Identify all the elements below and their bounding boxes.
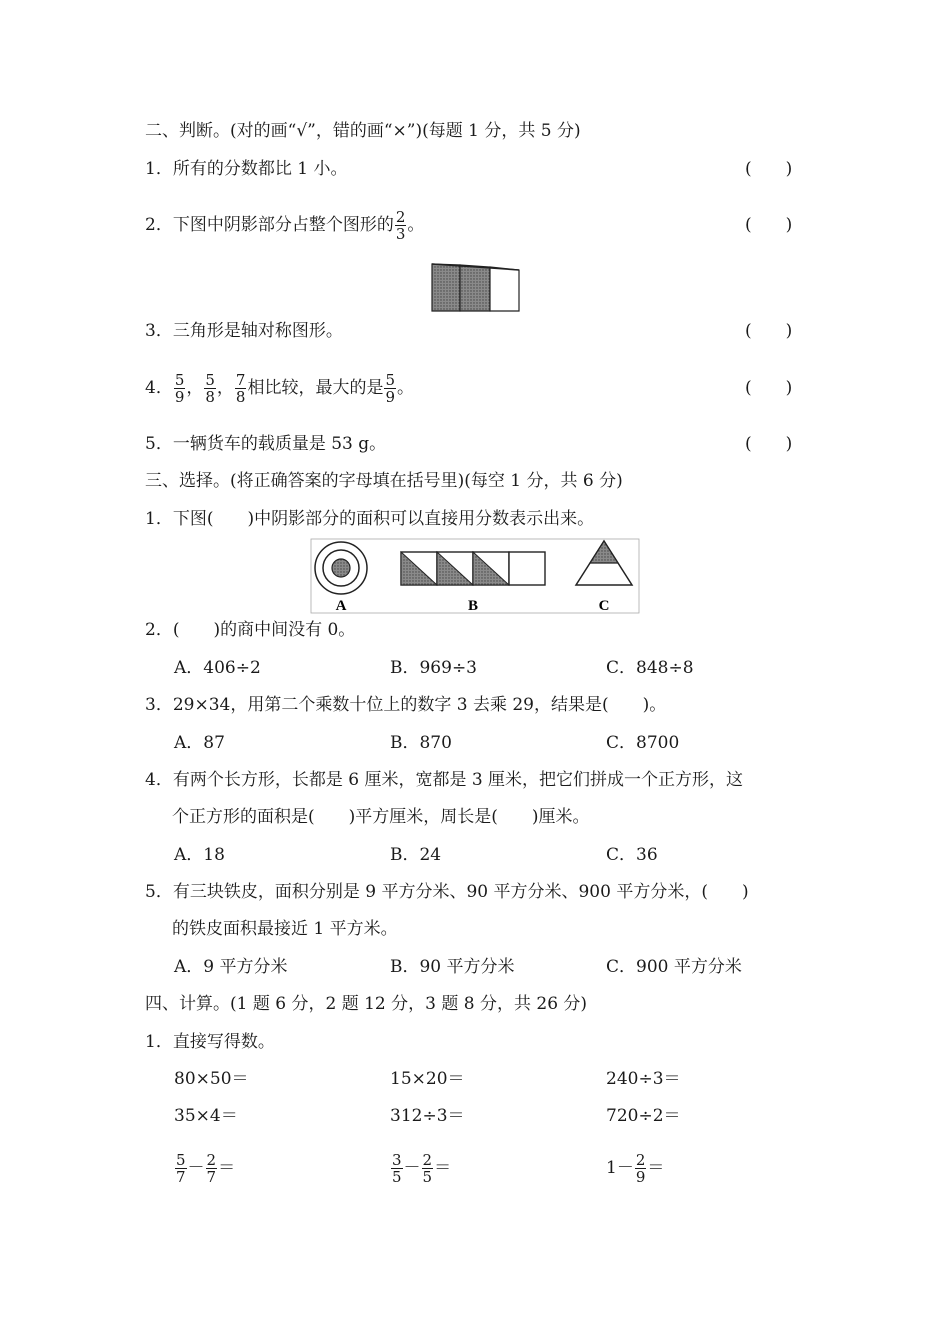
trapezoid-shaded-figure — [431, 263, 521, 313]
choice-q1: 1．下图( )中阴影部分的面积可以直接用分数表示出来。 — [145, 509, 595, 529]
calc-item: 312÷3＝ — [390, 1106, 465, 1126]
choice-q3-option-c[interactable]: C．8700 — [606, 733, 680, 753]
choice-figures — [310, 538, 640, 614]
choice-q2-option-a[interactable]: A．406÷2 — [174, 658, 261, 678]
choice-q4-line1: 4．有两个长方形，长都是 6 厘米，宽都是 3 厘米，把它们拼成一个正方形，这 — [145, 770, 744, 790]
answer-blank-2[interactable]: ( ) — [745, 215, 793, 235]
figure-b-squares — [401, 552, 545, 585]
calc-q1: 1．直接写得数。 — [145, 1032, 275, 1052]
fraction-5-9: $\frac{5}{9}$ — [174, 371, 185, 406]
section2-heading: 二、判断。(对的画“√”，错的画“×”)(每题 1 分，共 5 分) — [145, 121, 581, 141]
choice-q5-line1: 5．有三块铁皮，面积分别是 9 平方分米、90 平方分米、900 平方分米，( ) — [145, 882, 749, 902]
choice-q3-option-b[interactable]: B．870 — [390, 733, 452, 753]
fraction-2-3: $\frac{2}{3}$ — [395, 208, 406, 243]
answer-blank-3[interactable]: ( ) — [745, 321, 793, 341]
calc-item: 35×4＝ — [174, 1106, 238, 1126]
fraction-5-8: $\frac{5}{8}$ — [205, 371, 215, 406]
fraction-7-8: $\frac{7}{8}$ — [235, 371, 246, 406]
choice-q2-option-c[interactable]: C．848÷8 — [606, 658, 694, 678]
calc-fraction-item-c: 1－ $\frac{2}{9}$ ＝ — [606, 1151, 665, 1186]
answer-blank-4[interactable]: ( ) — [745, 378, 793, 398]
calc-fraction-item-a: $\frac{5}{7}$ － $\frac{2}{7}$ ＝ — [176, 1151, 236, 1186]
choice-q5-option-a[interactable]: A．9 平方分米 — [174, 957, 288, 977]
judge-q3: 3．三角形是轴对称图形。 — [145, 321, 343, 341]
calc-item: 15×20＝ — [390, 1069, 465, 1089]
choice-q4-option-b[interactable]: B．24 — [390, 845, 442, 865]
calc-fraction-item-b: $\frac{3}{5}$ － $\frac{2}{5}$ ＝ — [392, 1151, 452, 1186]
section4-heading: 四、计算。(1 题 6 分，2 题 12 分，3 题 8 分，共 26 分) — [145, 994, 588, 1014]
judge-q2-text: 2．下图中阴影部分占整个图形的 — [145, 215, 394, 235]
choice-q2: 2．( )的商中间没有 0。 — [145, 620, 356, 640]
figure-label-c: C — [598, 598, 610, 614]
choice-q3-option-a[interactable]: A．87 — [174, 733, 225, 753]
figure-a-circles — [315, 542, 367, 594]
fraction-5-9-b: $\frac{5}{9}$ — [385, 371, 396, 406]
choice-q4-line2: 个正方形的面积是( )平方厘米，周长是( )厘米。 — [172, 807, 590, 827]
judge-q2: 2．下图中阴影部分占整个图形的 $\frac{2}{3}$ 。 — [145, 208, 425, 243]
choice-q4-option-a[interactable]: A．18 — [174, 845, 225, 865]
section3-heading: 三、选择。(将正确答案的字母填在括号里)(每空 1 分，共 6 分) — [145, 471, 623, 491]
answer-blank-1[interactable]: ( ) — [745, 159, 793, 179]
calc-item: 240÷3＝ — [606, 1069, 681, 1089]
choice-q5-option-c[interactable]: C．900 平方分米 — [606, 957, 742, 977]
choice-q3: 3．29×34，用第二个乘数十位上的数字 3 去乘 29，结果是( )。 — [145, 695, 667, 715]
choice-q2-option-b[interactable]: B．969÷3 — [390, 658, 478, 678]
calc-item: 720÷2＝ — [606, 1106, 681, 1126]
choice-q5-option-b[interactable]: B．90 平方分米 — [390, 957, 515, 977]
answer-blank-5[interactable]: ( ) — [745, 434, 793, 454]
judge-q5: 5．一辆货车的载质量是 53 g。 — [145, 434, 387, 454]
calc-item: 80×50＝ — [174, 1069, 249, 1089]
choice-q4-option-c[interactable]: C．36 — [606, 845, 658, 865]
choice-q5-line2: 的铁皮面积最接近 1 平方米。 — [172, 919, 398, 939]
judge-q1: 1．所有的分数都比 1 小。 — [145, 159, 348, 179]
judge-q4: 4． $\frac{5}{9}$ ， $\frac{5}{8}$ ， $\frac{7}{8}$ 相比较，最大的是 $\frac{5}{9}$ 。 — [145, 371, 415, 406]
figure-label-a: A — [335, 598, 347, 614]
figure-label-b: B — [467, 598, 479, 614]
